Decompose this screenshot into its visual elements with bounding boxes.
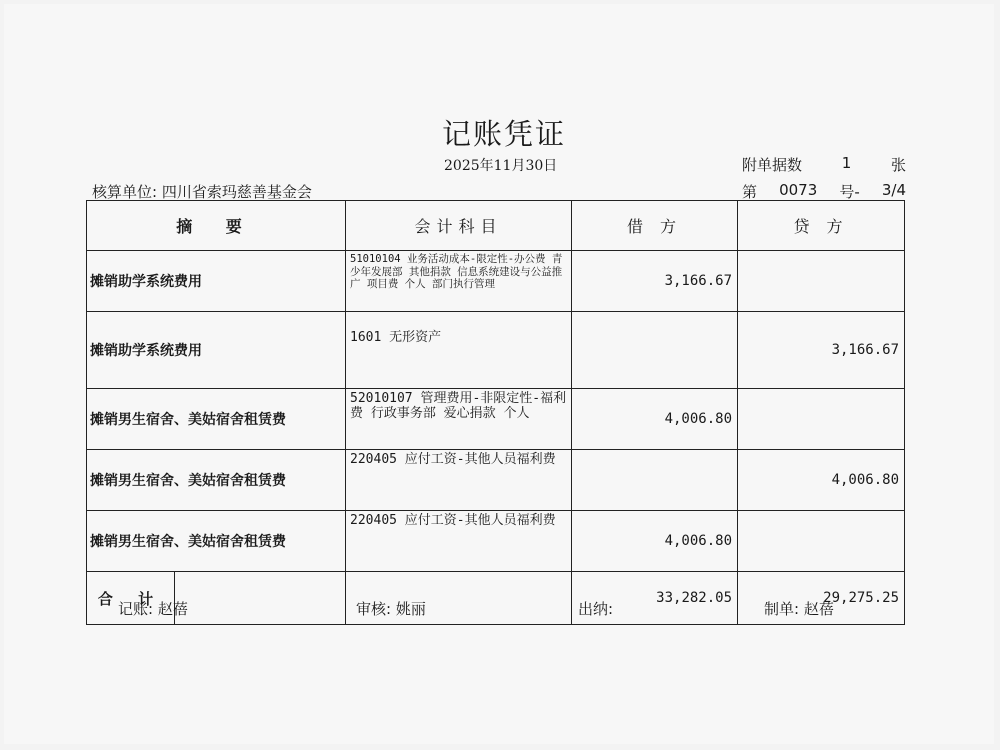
- voucher-number-value: 0073: [779, 181, 818, 199]
- table-row: [87, 511, 905, 572]
- accounting-unit: [92, 181, 312, 202]
- row-account: 220405 应付工资-其他人员福利费: [346, 450, 572, 511]
- row-summary: 摊销男生宿舍、美姑宿舍租赁费: [87, 450, 346, 511]
- cashier-signature: 出纳:: [578, 600, 614, 618]
- voucher-suffix: 号-: [839, 183, 860, 201]
- row-debit: 3,166.67: [572, 251, 738, 312]
- total-credit: 29,275.25: [738, 572, 905, 625]
- attachments-count: 1: [841, 154, 852, 172]
- unit-label: 核算单位:: [92, 183, 158, 201]
- row-credit: 3,166.67: [738, 312, 905, 389]
- page-title: 记账凭证: [441, 117, 566, 151]
- row-credit: [738, 251, 905, 312]
- total-label: 合 计: [87, 572, 175, 625]
- row-summary: 摊销助学系统费用: [87, 312, 346, 389]
- table-row: [87, 450, 905, 511]
- table-row: [87, 389, 905, 450]
- attachments-unit: 张: [890, 156, 906, 174]
- total-debit: 33,282.05: [572, 572, 738, 625]
- header-credit: 贷 方: [738, 201, 905, 251]
- header-debit: 借 方: [572, 201, 738, 251]
- voucher-number: [742, 181, 906, 202]
- row-debit: [572, 450, 738, 511]
- row-debit: 4,006.80: [572, 511, 738, 572]
- row-summary: 摊销助学系统费用: [87, 251, 346, 312]
- reviewer-signature: 审核: 姚丽: [356, 600, 426, 618]
- table-row: [87, 251, 905, 312]
- row-account: 51010104 业务活动成本-限定性-办公费 青少年发展部 其他捐款 信息系统建设与公益推广 项目费 个人 部门执行管理: [346, 251, 572, 312]
- voucher-date: 2025年11月30日: [444, 158, 558, 174]
- row-summary: 摊销男生宿舍、美姑宿舍租赁费: [87, 511, 346, 572]
- voucher-table: [86, 200, 905, 625]
- bookkeeper-signature: 记账: 赵蓓: [118, 600, 188, 618]
- row-summary: 摊销男生宿舍、美姑宿舍租赁费: [87, 389, 346, 450]
- row-debit: 4,006.80: [572, 389, 738, 450]
- voucher-prefix: 第: [742, 183, 758, 201]
- row-account: 52010107 管理费用-非限定性-福利费 行政事务部 爱心捐款 个人: [346, 389, 572, 450]
- preparer-signature: 制单: 赵蓓: [764, 600, 834, 618]
- voucher-page: 3/4: [881, 181, 906, 199]
- header-summary: 摘 要: [87, 201, 346, 251]
- header-account: 会计科目: [346, 201, 572, 251]
- row-credit: [738, 389, 905, 450]
- unit-name: 四川省索玛慈善基金会: [161, 183, 312, 201]
- table-header-row: [87, 201, 905, 251]
- attachments-info: [742, 154, 906, 175]
- row-credit: 4,006.80: [738, 450, 905, 511]
- total-blank: [175, 572, 346, 625]
- row-debit: [572, 312, 738, 389]
- attachments-label: 附单据数: [742, 156, 803, 174]
- row-account: 220405 应付工资-其他人员福利费: [346, 511, 572, 572]
- row-credit: [738, 511, 905, 572]
- row-account: 1601 无形资产: [346, 312, 572, 389]
- table-row: [87, 312, 905, 389]
